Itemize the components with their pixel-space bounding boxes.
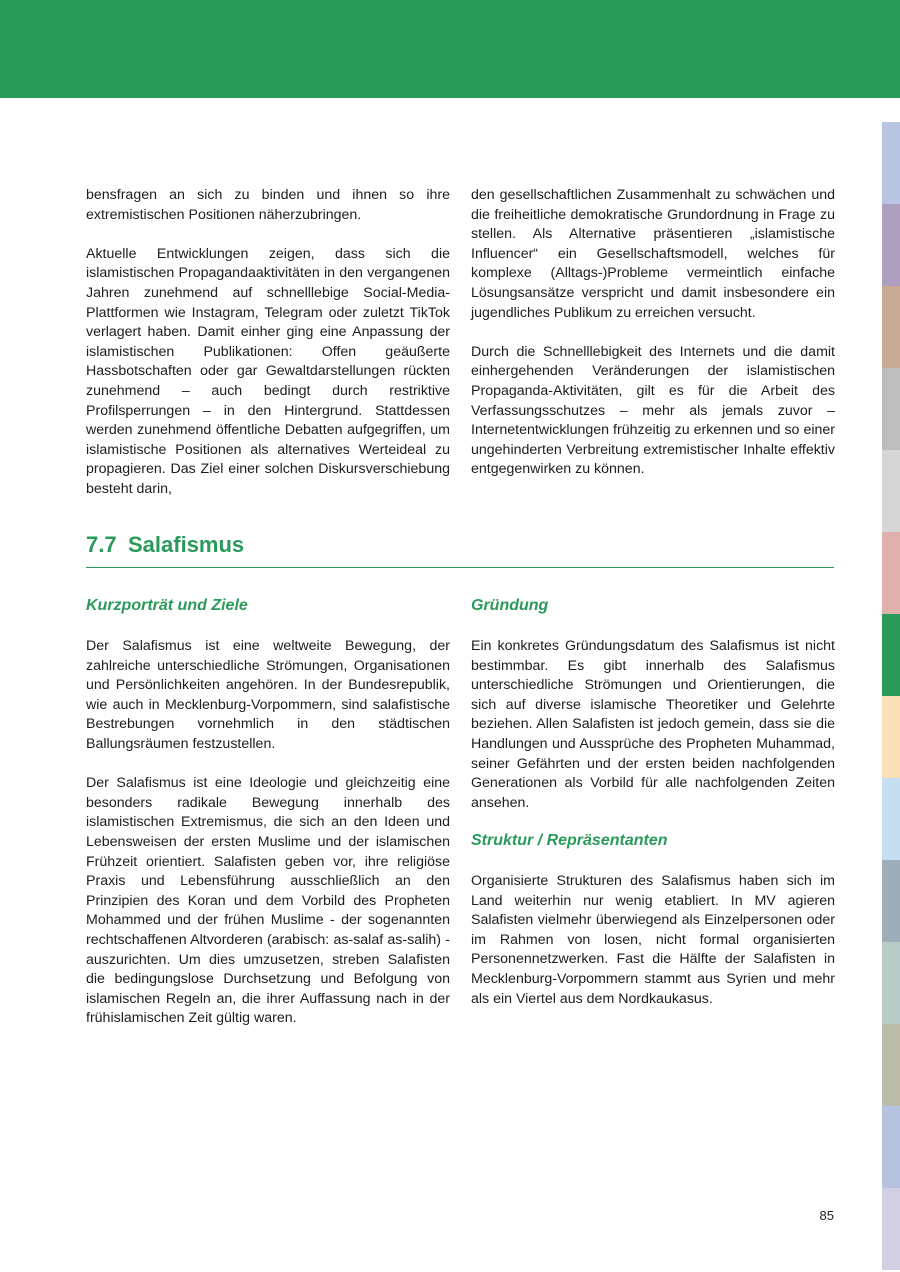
chapter-tab-active: [882, 614, 900, 696]
chapter-tab: [882, 532, 900, 614]
kurzportraet-column: [86, 637, 450, 1029]
paragraph: Ein konkretes Gründungsdatum des Salafismus ist nicht bestimmbar. Es gibt innerhalb des Salafismus unterschiedliche Strömungen und Orientierungen, die sich auf diverse islamische Theoretiker und Gelehrte beziehen. Allen Salafisten ist jedoch gemein, dass sie die Handlungen und Aussprüche des Propheten Muhammad, seiner Gefährten und der ersten beiden nachfolgenden Generationen als Vorbild für alle nachfolgenden Zeiten ansehen.: [471, 638, 835, 811]
paragraph: Aktuelle Entwicklungen zeigen, dass sich die islamistischen Propagandaaktivitäten in den vergangenen Jahren zunehmend auf schnelllebige Social-Media-Plattformen wie Instagram, Telegram oder zuletzt TikTok verlagert haben. Damit einher ging eine Anpassung der islamistischen Publikationen: Offen geäußerte Hassbotschaften oder gar Gewaltdarstellungen rückten zunehmend – auch bedingt durch restriktive Profilsperrungen – in den Hintergrund. Stattdessen werden zunehmend öffentliche Debatten aufgegriffen, um islamistische Positionen als alternatives Werteideal zu propagieren. Das Ziel einer solchen Diskursverschiebung besteht darin,: [86, 245, 450, 497]
chapter-tab: [882, 696, 900, 778]
chapter-tab: [882, 1106, 900, 1188]
subheading-struktur: Struktur / Repräsentanten: [471, 832, 668, 849]
paragraph: bensfragen an sich zu binden und ihnen so ihre extremistischen Positionen näherzubringen.: [86, 187, 450, 223]
chapter-tab: [882, 1188, 900, 1270]
chapter-tab: [882, 368, 900, 450]
intro-right-column: [471, 186, 835, 480]
chapter-tab: [882, 450, 900, 532]
paragraph: Durch die Schnelllebigkeit des Internets und die damit einhergehenden Veränderungen der islamistischen Propaganda-Aktivitäten, gilt es für die Arbeit des Verfassungsschutzes – mehr als jemals zuvor – Internetentwicklungen frühzeitig zu erkennen und so einer ungehinderten Verbreitung extremistischer Inhalte effektiv entgegenwirken zu können.: [471, 343, 835, 478]
page-number: 85: [819, 1208, 834, 1223]
gruendung-column: [471, 637, 835, 813]
section-title: Salafismus: [128, 532, 245, 557]
top-banner: [0, 0, 900, 98]
chapter-tab-strip: [882, 122, 900, 1270]
section-number: 7.7: [86, 532, 117, 557]
paragraph: Organisierte Strukturen des Salafismus haben sich im Land weiterhin nur wenig etabliert. In MV agieren Salafisten vielmehr überwiegend als Einzelpersonen oder im Rahmen von losen, nicht formal organisierten Personennetzwerken. Fast die Hälfte der Salafisten in Mecklenburg-Vorpommern stammt aus Syrien und mehr als ein Viertel aus dem Nordkaukasus.: [471, 873, 835, 1007]
chapter-tab: [882, 778, 900, 860]
intro-left-column: [86, 186, 450, 500]
chapter-tab: [882, 122, 900, 204]
chapter-tab: [882, 1024, 900, 1106]
chapter-tab: [882, 204, 900, 286]
struktur-column: [471, 872, 835, 1009]
chapter-tab: [882, 286, 900, 368]
chapter-tab: [882, 860, 900, 942]
subheading-kurzportraet: Kurzporträt und Ziele: [86, 597, 248, 614]
chapter-tab: [882, 942, 900, 1024]
subheading-gruendung: Gründung: [471, 597, 549, 614]
paragraph: den gesellschaftlichen Zusammenhalt zu schwächen und die freiheitliche demokratische Grundordnung in Frage zu stellen. Als Alternative präsentieren „islamistische Influencer“ ein Gesellschaftsmodell, welches für komplexe (Alltags-)Probleme vermeintlich einfache Lösungsansätze verspricht und damit insbesondere ein jugendliches Publikum zu erreichen versucht.: [471, 187, 835, 321]
section-heading: [86, 532, 834, 568]
paragraph: Der Salafismus ist eine Ideologie und gleichzeitig eine besonders radikale Bewegung innerhalb des islamistischen Extremismus, die sich an den Ideen und Lebensweisen der ersten Muslime und der islamischen Frühzeit orientiert. Salafisten geben vor, ihre religiöse Praxis und Lebensführung ausschließlich an den Prinzipien des Koran und dem Vorbild des Propheten Mohammed und der frühen Muslime - der sogenannten rechtschaffenen Altvorderen (arabisch: as-salaf as-salih) - auszurichten. Um dies umzusetzen, streben Salafisten die bedingungslose Durchsetzung und Befolgung von islamischen Regeln an, die ihrer Auffassung nach in der frühislamischen Zeit gültig waren.: [86, 775, 450, 1027]
paragraph: Der Salafismus ist eine weltweite Bewegung, der zahlreiche unterschiedliche Strömungen, Organisationen und Persönlichkeiten angehören. In der Bundesrepublik, wie auch in Mecklenburg-Vorpommern, sind salafistische Bestrebungen vornehmlich in den städtischen Ballungsräumen festzustellen.: [86, 638, 450, 752]
